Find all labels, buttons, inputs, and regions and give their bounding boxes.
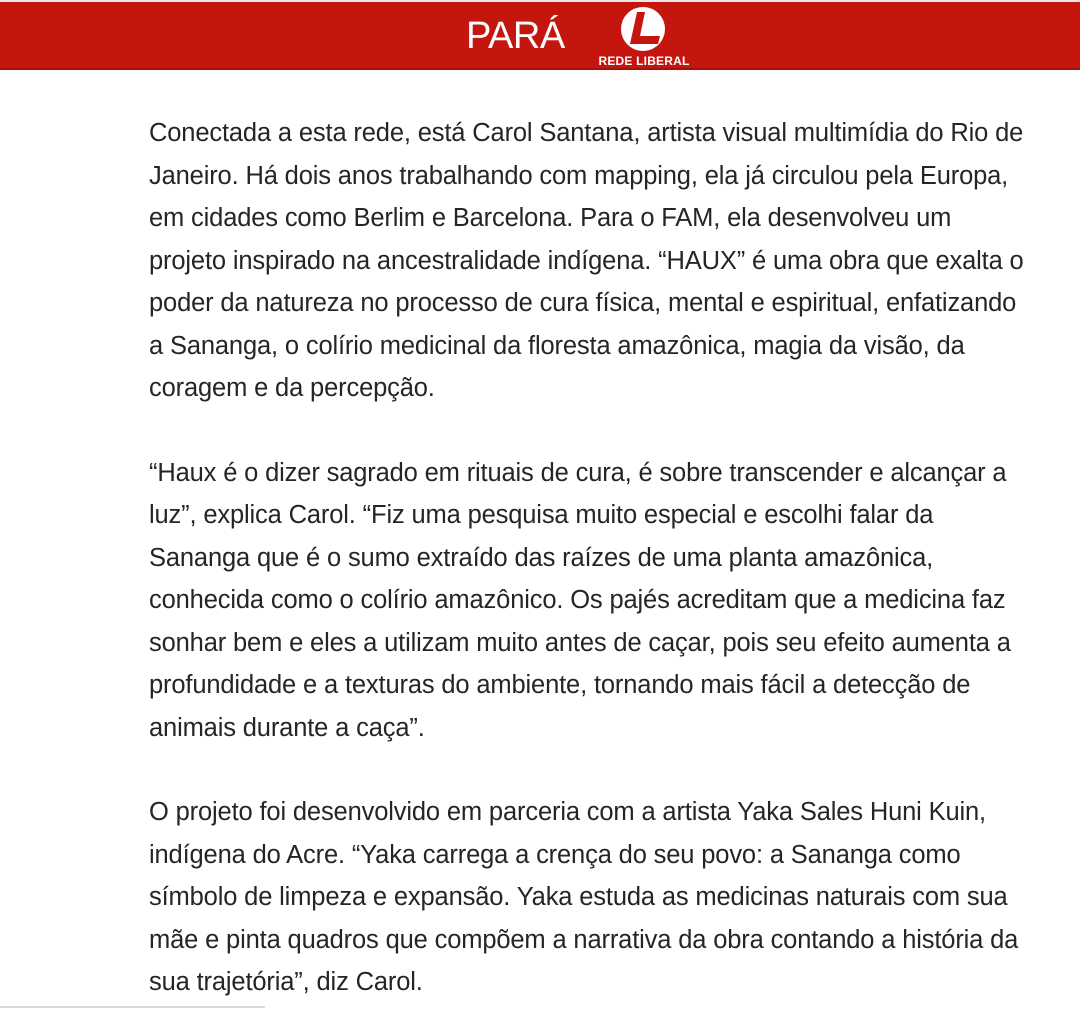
site-header bbox=[0, 2, 1080, 70]
section-title[interactable]: PARÁ bbox=[466, 15, 565, 57]
rede-liberal-logo[interactable] bbox=[588, 6, 700, 68]
rede-liberal-logo-icon bbox=[618, 6, 668, 52]
article-paragraph-3: O projeto foi desenvolvido em parceria com a artista Yaka Sales Huni Kuin, indígena do Acre. “Yaka carrega a crença do seu povo: a Sananga como símbolo de limpeza e expansão. Yaka estuda as medicinas naturais com sua mãe e pinta quadros que compõem a narrativa da obra contando a história da sua trajetória”, diz Carol. bbox=[149, 798, 1019, 996]
bottom-divider bbox=[0, 1006, 265, 1008]
article-paragraph-1: Conectada a esta rede, está Carol Santana, artista visual multimídia do Rio de Janeiro. Há dois anos trabalhando com mapping, ela já circulou pela Europa, em cidades como Berlim e Barcelona. Para o FAM, ela desenvolveu um projeto inspirado na ancestralidade indígena. “HAUX” é uma obra que exalta o poder da natureza no processo de cura física, mental e espiritual, enfatizando a Sananga, o colírio medicinal da floresta amazônica, magia da visão, da coragem e da percepção. bbox=[149, 119, 1024, 402]
logo-text: REDE LIBERAL bbox=[598, 54, 690, 68]
article-paragraph-2: “Haux é o dizer sagrado em rituais de cura, é sobre transcender e alcançar a luz”, explica Carol. “Fiz uma pesquisa muito especial e escolhi falar da Sananga que é o sumo extraído das raízes de uma planta amazônica, conhecida como o colírio amazônico. Os pajés acreditam que a medicina faz sonhar bem e eles a utilizam muito antes de caçar, pois seu efeito aumenta a profundidade e a texturas do ambiente, tornando mais fácil a detecção de animais durante a caça”. bbox=[149, 458, 1011, 742]
article-body bbox=[149, 112, 1029, 1004]
